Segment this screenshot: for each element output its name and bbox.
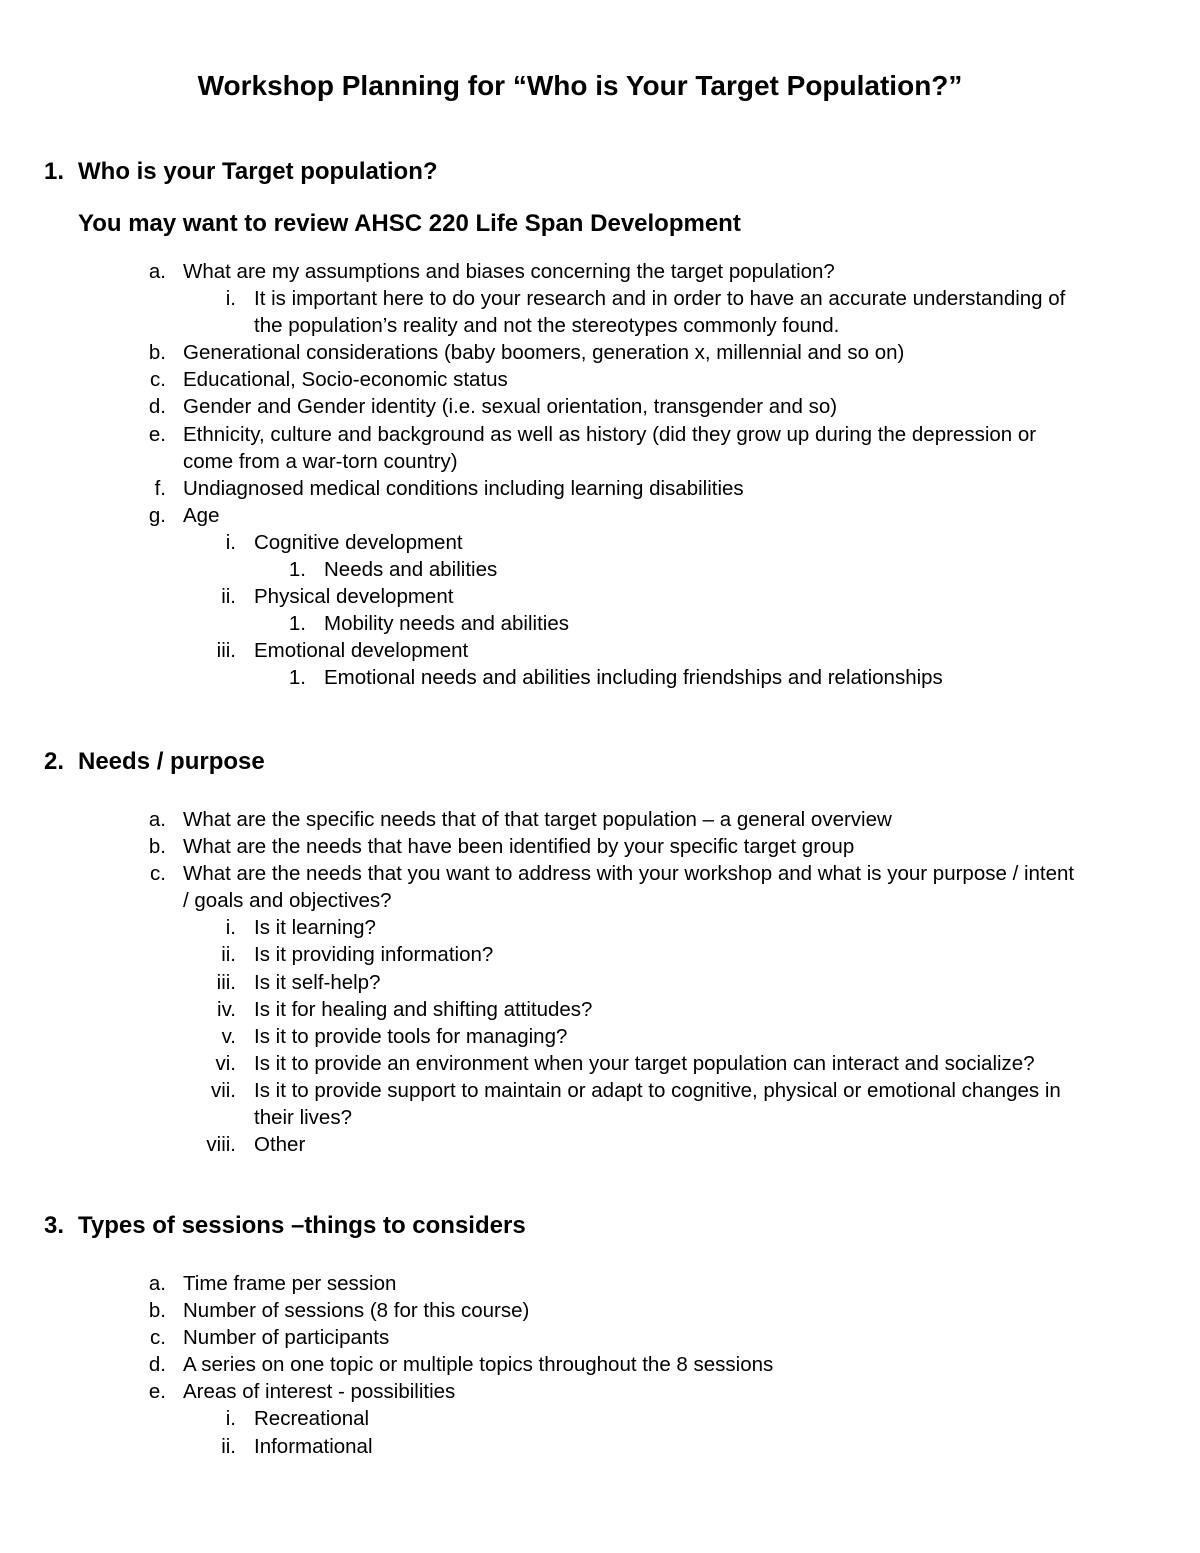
list-item (0, 1378, 1200, 1405)
list-item (0, 1433, 1200, 1460)
list-marker: i. (225, 916, 236, 940)
list-item (0, 1351, 1200, 1378)
list-item-text: Number of participants (183, 1326, 390, 1350)
list-marker: 1. (288, 558, 306, 582)
list-item-text: What are the specific needs that of that target population – a general overview (183, 808, 892, 831)
list-item-text: Gender and Gender identity (i.e. sexual orientation, transgender and so) (183, 395, 838, 419)
list-item (0, 502, 1200, 529)
list-item-text: Age (183, 503, 220, 527)
list-item (0, 285, 1200, 339)
list-marker: iii. (216, 639, 236, 663)
list-marker: 1. (288, 666, 306, 690)
list-item (0, 475, 1200, 502)
list-item (0, 1023, 1200, 1050)
list-marker: vi. (215, 1051, 236, 1075)
list-marker: i. (225, 1407, 236, 1431)
list-item-text: Emotional needs and abilities including friendships and relationships (324, 666, 943, 690)
section-2-title: Needs / purpose (78, 748, 265, 775)
list-item-text: Needs and abilities (324, 558, 498, 582)
list-item-text: Informational (254, 1434, 373, 1458)
list-item (0, 914, 1200, 941)
list-item (0, 860, 1200, 914)
list-item (0, 1324, 1200, 1351)
list-item-text: Undiagnosed medical conditions including learning disabilities (183, 476, 744, 500)
list-item (0, 1297, 1200, 1324)
list-item (0, 529, 1200, 556)
list-item-text: What are the needs that you want to address with your workshop and what is your purpose / intent / goals and objectives? (183, 862, 1075, 913)
section-1-heading (44, 158, 438, 186)
list-item-text: Cognitive development (254, 530, 463, 554)
list-marker: e. (148, 422, 166, 446)
list-item-text: Is it for healing and shifting attitudes? (254, 997, 593, 1021)
list-marker: c. (150, 368, 166, 392)
list-item (0, 610, 1200, 637)
list-marker: viii. (206, 1133, 236, 1157)
list-item (0, 1270, 1200, 1297)
list-marker: c. (150, 1326, 166, 1350)
list-item-text: Ethnicity, culture and background as well as history (did they grow up during the depression or come from a war-torn country) (183, 422, 1037, 473)
list-item-text: Recreational (254, 1407, 370, 1431)
list-item (0, 664, 1200, 691)
section-2-number: 2. (44, 748, 65, 775)
list-item-text: Number of sessions (8 for this course) (183, 1299, 530, 1323)
list-item-text: Educational, Socio-economic status (183, 368, 508, 392)
section-1-list (0, 258, 1200, 692)
list-marker: ii. (221, 1434, 236, 1458)
list-item-text: A series on one topic or multiple topics throughout the 8 sessions (183, 1353, 774, 1377)
list-marker: d. (148, 395, 166, 419)
list-item (0, 1405, 1200, 1432)
list-marker: a. (148, 260, 166, 283)
list-item (0, 583, 1200, 610)
list-marker: i. (225, 530, 236, 554)
section-1-number: 1. (44, 158, 65, 185)
list-marker: a. (148, 1272, 166, 1295)
list-item-text: Is it learning? (254, 916, 376, 940)
list-item (0, 1131, 1200, 1158)
list-marker: 1. (288, 612, 306, 636)
list-marker: e. (148, 1380, 166, 1404)
list-item (0, 996, 1200, 1023)
section-3-number: 3. (44, 1212, 65, 1239)
list-marker: d. (148, 1353, 166, 1377)
list-item (0, 556, 1200, 583)
section-3-heading (44, 1212, 526, 1240)
list-marker: v. (221, 1024, 236, 1048)
section-2-heading (44, 748, 265, 776)
list-item (0, 258, 1200, 285)
list-item (0, 1077, 1200, 1131)
list-marker: g. (148, 503, 166, 527)
list-marker: iii. (216, 970, 236, 994)
section-2-list (0, 806, 1200, 1158)
list-item-text: Mobility needs and abilities (324, 612, 569, 636)
list-marker: b. (148, 341, 166, 365)
list-marker: vii. (210, 1078, 236, 1102)
list-marker: i. (225, 287, 236, 311)
list-item-text: Is it to provide tools for managing? (254, 1024, 568, 1048)
list-marker: c. (150, 862, 166, 886)
list-item-text: It is important here to do your research and in order to have an accurate understanding of the population’s reality and not the stereotypes commonly found. (254, 287, 1066, 338)
list-item-text: Is it providing information? (254, 943, 494, 967)
list-item (0, 637, 1200, 664)
list-marker: f. (154, 476, 166, 500)
list-marker: ii. (221, 585, 236, 609)
list-marker: b. (148, 1299, 166, 1323)
list-item-text: Other (254, 1133, 306, 1157)
list-item (0, 969, 1200, 996)
list-item-text: Is it to provide support to maintain or adapt to cognitive, physical or emotional changes in their lives? (254, 1078, 1061, 1130)
list-item (0, 833, 1200, 860)
list-item (0, 806, 1200, 833)
section-1-subheading: You may want to review AHSC 220 Life Span Development (78, 210, 741, 237)
list-item-text: Generational considerations (baby boomers, generation x, millennial and so on) (183, 341, 905, 365)
list-item (0, 366, 1200, 393)
list-item-text: What are my assumptions and biases concerning the target population? (183, 260, 835, 283)
section-3-title: Types of sessions –things to considers (78, 1212, 526, 1239)
list-item-text: Time frame per session (183, 1272, 397, 1295)
section-1-title: Who is your Target population? (78, 158, 438, 185)
list-item (0, 421, 1200, 475)
list-marker: ii. (221, 943, 236, 967)
list-item-text: What are the needs that have been identified by your specific target group (183, 835, 855, 859)
list-marker: b. (148, 835, 166, 859)
list-item (0, 393, 1200, 420)
list-item-text: Areas of interest - possibilities (183, 1380, 456, 1404)
list-marker: iv. (217, 997, 236, 1021)
document-title: Workshop Planning for “Who is Your Target Population?” (197, 70, 963, 101)
list-item (0, 339, 1200, 366)
list-item (0, 941, 1200, 968)
list-item-text: Is it to provide an environment when your target population can interact and socialize? (254, 1051, 1035, 1075)
list-item-text: Emotional development (254, 639, 469, 663)
list-item-text: Is it self-help? (254, 970, 381, 994)
list-item-text: Physical development (254, 585, 454, 609)
list-marker: a. (148, 808, 166, 831)
section-3-list (0, 1270, 1200, 1460)
list-item (0, 1050, 1200, 1077)
